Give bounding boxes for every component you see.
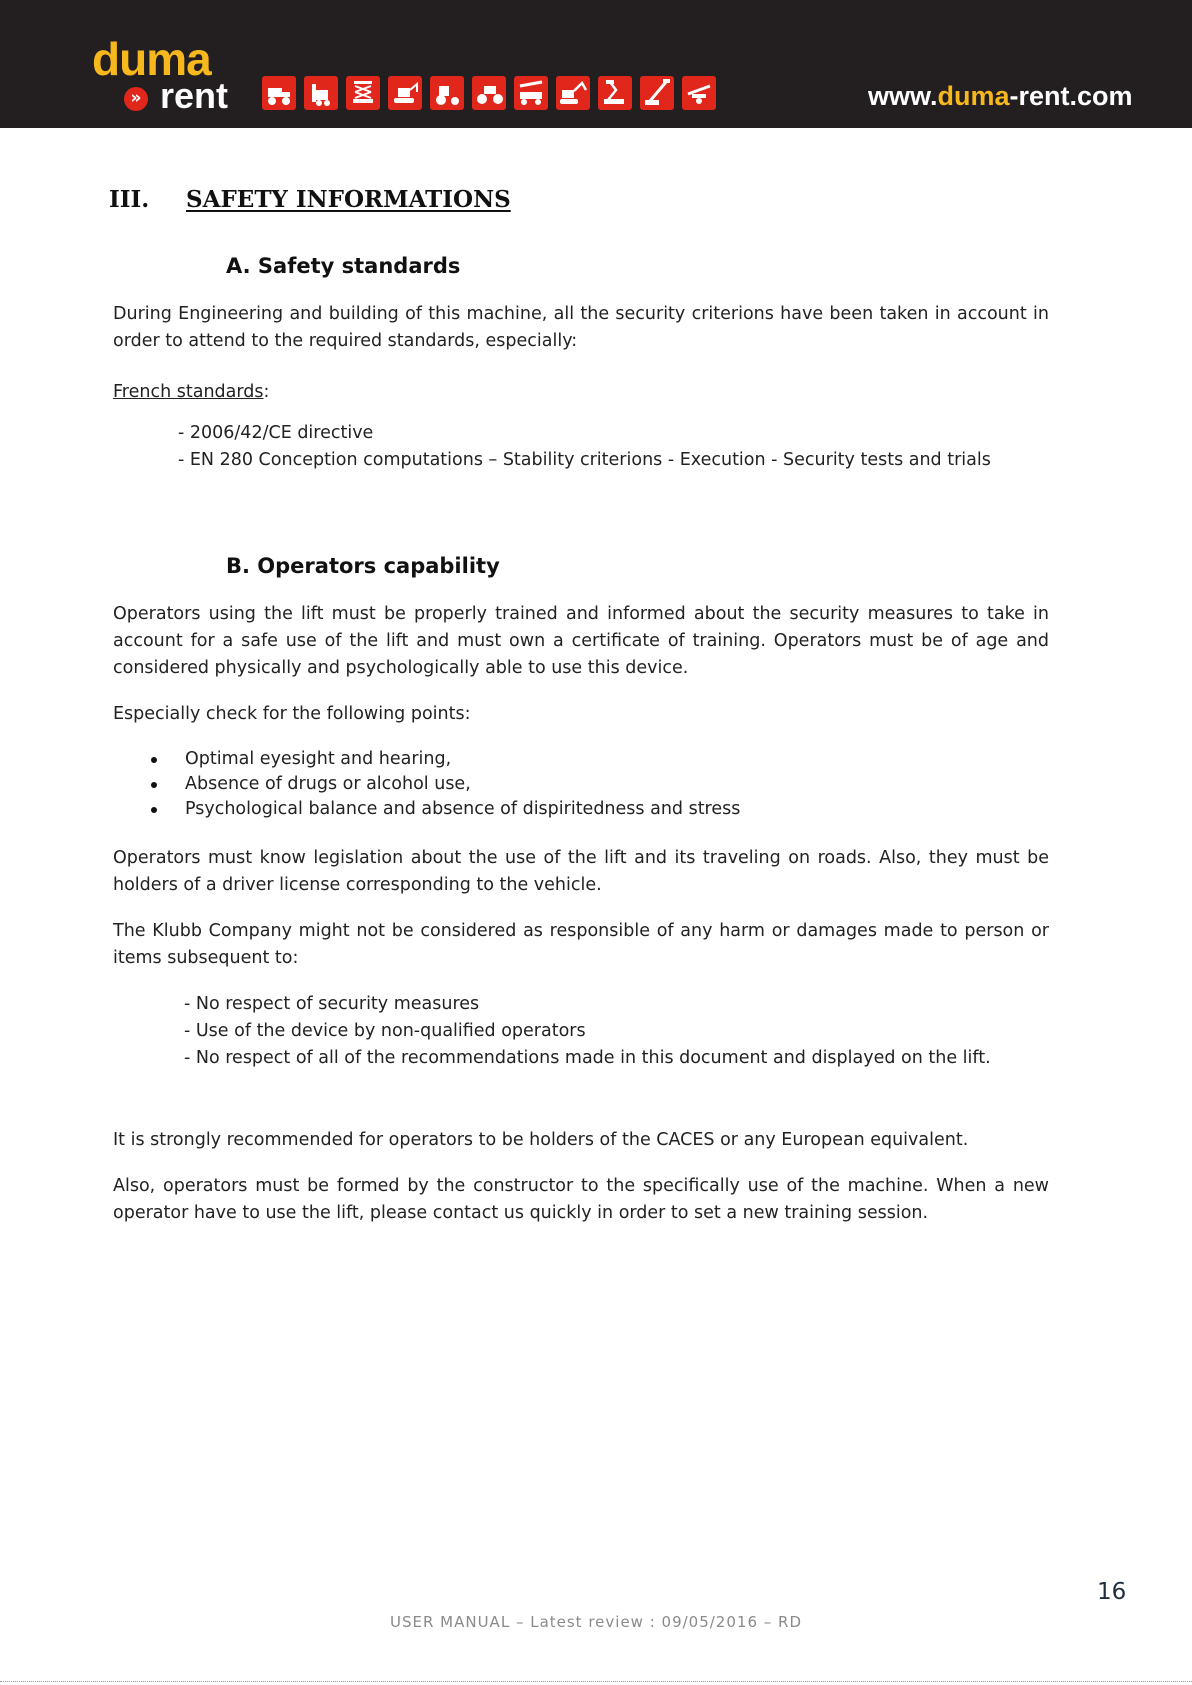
check-points-list: [113, 747, 1049, 822]
articulated-lift-icon: [598, 76, 632, 110]
url-prefix: www.: [868, 81, 938, 111]
forklift-icon: [304, 76, 338, 110]
operators-paragraph-3: Operators must know legislation about the use of the lift and its traveling on roads. Also, they must be holders of a driver license corresponding to the vehicle.: [113, 848, 1049, 895]
website-url: [868, 80, 1133, 112]
page-number: 16: [1097, 1579, 1127, 1605]
standard-item: - 2006/42/CE directive: [178, 423, 374, 443]
url-brand: duma: [937, 81, 1010, 111]
list-item: [113, 772, 1049, 797]
subsection-a-title: A. Safety standards: [226, 254, 461, 278]
section-title: SAFETY INFORMATIONS: [186, 186, 511, 213]
truck-crane-icon: [514, 76, 548, 110]
french-standards-colon: :: [263, 382, 270, 402]
safety-standards-intro: During Engineering and building of this machine, all the security criterions have been taken in account in order to attend to the required standards, especially:: [113, 304, 1049, 351]
compactor-icon: [472, 76, 506, 110]
liability-item: - No respect of all of the recommendations made in this document and displayed on the lift.: [184, 1048, 991, 1068]
logo-arrow-icon: »: [124, 87, 148, 111]
standard-item: - EN 280 Conception computations – Stability criterions - Execution - Security tests and trials: [178, 450, 991, 470]
section-number: III.: [109, 186, 150, 213]
operators-paragraph-4: The Klubb Company might not be considered as responsible of any harm or damages made to person or items subsequent to:: [113, 921, 1049, 968]
bullet-icon: [151, 782, 157, 788]
logo-rent-text: rent: [160, 75, 229, 116]
page-header: [0, 0, 1192, 128]
french-standards-label: [113, 379, 1049, 406]
list-item: [113, 747, 1049, 772]
list-item: [113, 797, 1049, 822]
tractor-icon: [430, 76, 464, 110]
boom-lift-icon: [640, 76, 674, 110]
list-item-text: Optimal eyesight and hearing,: [185, 749, 452, 769]
list-item-text: Absence of drugs or alcohol use,: [185, 774, 471, 794]
operators-paragraph-5: It is strongly recommended for operators to be holders of the CACES or any European equivalent.: [113, 1130, 969, 1150]
logo-duma-text: duma: [92, 33, 211, 85]
scissor-lift-icon: [346, 76, 380, 110]
excavator-icon: [556, 76, 590, 110]
list-item-text: Psychological balance and absence of dispiritedness and stress: [185, 799, 741, 819]
trailer-lift-icon: [682, 76, 716, 110]
section-heading: [109, 186, 511, 214]
liability-item: - Use of the device by non-qualified operators: [184, 1021, 586, 1041]
bullet-icon: [151, 807, 157, 813]
bullet-icon: [151, 757, 157, 763]
operators-paragraph-6: Also, operators must be formed by the constructor to the specifically use of the machine. When a new operator have to use the lift, please contact us quickly in order to set a new training session.: [113, 1176, 1049, 1223]
url-suffix: -rent.com: [1009, 81, 1133, 111]
operators-paragraph-1: Operators using the lift must be properly trained and informed about the security measures to take in account for a safe use of the lift and must own a certificate of training. Operators must be of age and considered physically and psychologically able to use this device.: [113, 604, 1049, 678]
bottom-divider: [0, 1681, 1192, 1683]
page-footer: USER MANUAL – Latest review : 09/05/2016 – RD: [389, 1613, 802, 1631]
french-standards-text: French standards: [113, 382, 264, 402]
subsection-b-title: B. Operators capability: [226, 554, 500, 578]
operators-paragraph-2: Especially check for the following points:: [113, 704, 471, 724]
liability-item: - No respect of security measures: [184, 994, 480, 1014]
mini-excavator-icon: [388, 76, 422, 110]
wheel-loader-icon: [262, 76, 296, 110]
